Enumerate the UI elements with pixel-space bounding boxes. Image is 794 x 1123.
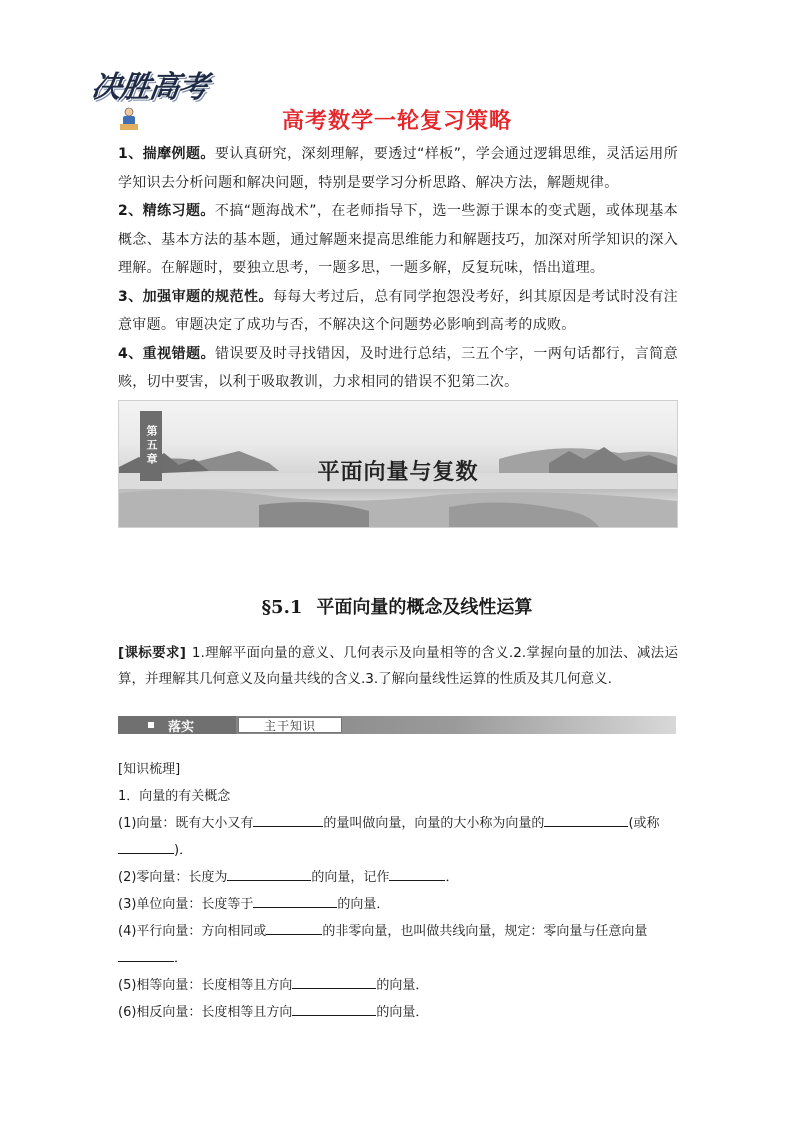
tip-body: 不搞“题海战术”，在老师指导下，选一些源于课本的变式题，或体现基本概念、基本方法的基本题，通过解题来提高思维能力和解题技巧，加深对所学知识的深入理解。在解题时，要独立思考，一题多思，一题多解，反复玩味，悟出道理。 (118, 203, 678, 276)
fill-blank (292, 975, 376, 989)
fill-blank (118, 840, 174, 854)
concept-vector (118, 812, 660, 831)
tip-3 (118, 283, 678, 340)
fill-blank (253, 813, 323, 827)
section-number: §5.1 (261, 597, 303, 618)
logo-text: 决胜高考 (89, 70, 210, 105)
text-segment: 的非零向量，也叫做共线向量，规定：零向量与任意向量 (322, 924, 648, 939)
text-segment: 的量叫做向量，向量的大小称为向量的 (323, 816, 545, 831)
text-segment: (3)单位向量：长度等于 (118, 897, 254, 912)
concept-equal-vector (118, 974, 428, 993)
chapter-label: 第五章 (140, 411, 162, 481)
text-segment: 的向量． (376, 978, 429, 993)
requirements-text: 1.理解平面向量的意义、几何表示及向量相等的含义.2.掌握向量的加法、减法运算，并理解其几何意义及向量共线的含义.3.了解向量线性运算的性质及其几何意义. (118, 645, 678, 687)
fill-blank (544, 813, 628, 827)
fill-blank (292, 1002, 376, 1016)
section-tab-bar (118, 716, 676, 734)
text-segment: 的向量． (337, 897, 390, 912)
tip-body: 每每大考过后，总有同学抱怨没考好，纠其原因是考试时没有注意审题。审题决定了成功与否，不解决这个问题势必影响到高考的成败。 (118, 288, 678, 333)
text-segment: (5)相等向量：长度相等且方向 (118, 978, 293, 993)
chapter-banner (118, 400, 678, 528)
tab-luoshi (118, 716, 236, 734)
fill-blank (227, 867, 311, 881)
concept-vector-cont (118, 839, 192, 858)
tab-main-knowledge: 主干知识 (238, 717, 342, 733)
text-segment: 的向量． (376, 1005, 429, 1020)
text-segment: (4)平行向量：方向相同或 (118, 924, 267, 939)
text-segment: (2)零向量：长度为 (118, 870, 228, 885)
concept-unit-vector (118, 893, 389, 912)
text-segment: 的向量，记作 (311, 870, 390, 885)
square-bullet-icon (148, 722, 154, 728)
page-title: 高考数学一轮复习策略 (281, 109, 512, 134)
tip-body: 错误要及时寻找错因，及时进行总结，三五个字，一两句话都行，言简意赅，切中要害，以利于吸取教训，力求相同的错误不犯第二次。 (118, 345, 678, 390)
chapter-title: 平面向量与复数 (317, 460, 479, 485)
text-segment: (1)向量：既有大小又有 (118, 816, 254, 831)
knowledge-heading: [知识梳理] (118, 762, 181, 777)
text-segment: (6)相反向量：长度相等且方向 (118, 1005, 293, 1020)
knowledge-subheading: 1．向量的有关概念 (118, 789, 231, 804)
text-segment: (或称 (628, 816, 660, 831)
fill-blank (266, 921, 322, 935)
requirements-tag: [课标要求] (118, 645, 186, 661)
concept-parallel-vector-cont (118, 947, 187, 966)
section-name: 平面向量的概念及线性运算 (316, 597, 533, 618)
concept-zero-vector (118, 866, 458, 885)
fill-blank (118, 948, 174, 962)
strategy-tips (118, 140, 678, 397)
text-segment: ． (174, 951, 188, 966)
concept-opposite-vector (118, 1001, 428, 1020)
tip-title: 3、加强审题的规范性。 (118, 288, 273, 305)
tip-body: 要认真研究，深刻理解，要透过“样板”，学会通过逻辑思维，灵活运用所学知识去分析问题和解决问题，特别是要学习分析思路、解决方法，解题规律。 (118, 146, 678, 191)
fill-blank (389, 867, 445, 881)
text-segment: ． (445, 870, 459, 885)
concept-parallel-vector (118, 920, 647, 939)
tip-title: 1、揣摩例题。 (118, 146, 215, 162)
tip-title: 4、重视错题。 (118, 345, 216, 362)
text-segment: )． (174, 843, 193, 858)
tip-2 (118, 197, 678, 283)
tip-1 (118, 140, 678, 197)
tab-label: 落实 (168, 719, 195, 735)
section-title (0, 593, 794, 619)
tip-title: 2、精练习题。 (118, 203, 215, 219)
fill-blank (253, 894, 337, 908)
tip-4 (118, 340, 678, 397)
curriculum-requirements (118, 640, 678, 692)
